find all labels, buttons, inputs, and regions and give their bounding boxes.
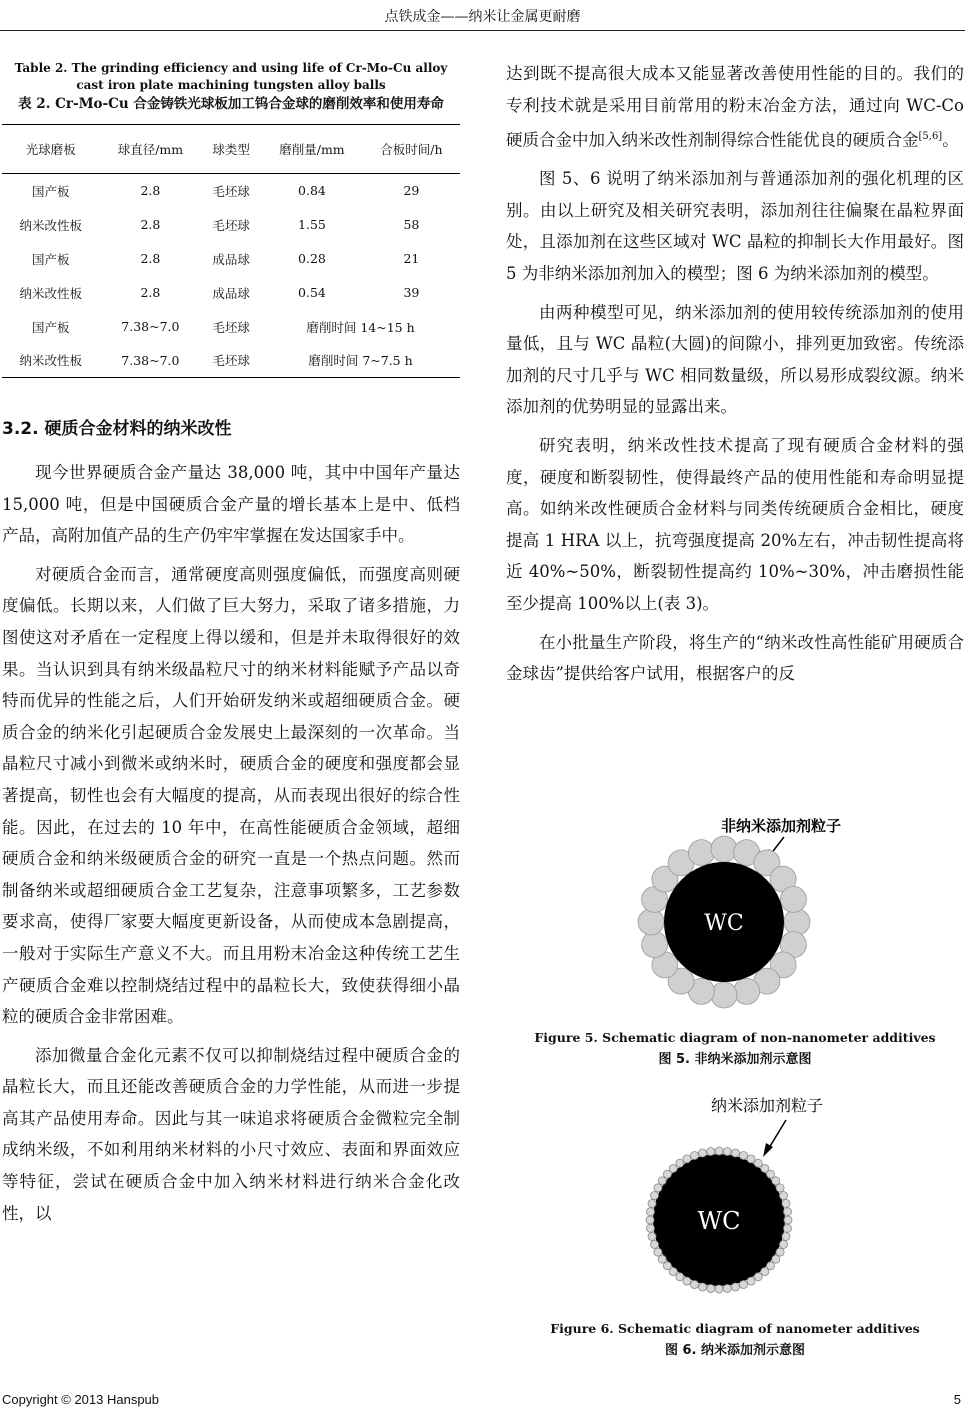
running-title: 点铁成金——纳米让金属更耐磨 (384, 9, 581, 25)
additive-particle (676, 1273, 684, 1281)
body-paragraph: 图 5、6 说明了纳米添加剂与普通添加剂的强化机理的区别。由以上研究及相关研究表明，添加剂往往偏聚在晶粒界面处，且添加剂在这些区域对 WC 晶粒的抑制长大作用最好。图 5 为非纳米添加剂加入的模型；图 6 为纳米添加剂的模型。 (506, 169, 964, 284)
additive-particle (754, 1159, 762, 1167)
table-cell: 2.8 (140, 251, 161, 266)
copyright: Copyright © 2013 Hanspub (2, 1392, 160, 1407)
additive-particle (642, 932, 668, 958)
table-cell: 纳米改性板 (19, 217, 82, 233)
table-cell: 58 (403, 217, 420, 232)
body-paragraph: 在小批量生产阶段，将生产的“纳米改性高性能矿用硬质合金球齿”提供给客户试用，根据客户的反 (506, 632, 964, 684)
additive-particle (772, 1255, 780, 1263)
additive-particle (658, 1255, 666, 1263)
additive-particle (784, 1216, 792, 1224)
figure-5-label: 非纳米添加剂粒子 (721, 817, 842, 835)
additive-particle (784, 1224, 792, 1232)
additive-particle (648, 1200, 656, 1208)
table-cell: 成品球 (212, 285, 250, 301)
table-cell: 2.8 (140, 183, 161, 199)
additive-particle (691, 1281, 699, 1289)
additive-particle (691, 1152, 699, 1160)
additive-particle (651, 1241, 659, 1249)
additive-particle (654, 1248, 662, 1256)
additive-particle (776, 1248, 784, 1256)
additive-particle (772, 1177, 780, 1185)
table-row (2, 310, 460, 344)
additive-particle (776, 1184, 784, 1192)
table-cell: 21 (403, 251, 420, 266)
figure-6-caption-cn: 图 6. 纳米添加剂示意图 (664, 1343, 806, 1358)
section-heading: 3.2. 硬质合金材料的纳米改性 (2, 419, 232, 439)
wc-label: WC (697, 1207, 741, 1235)
body-paragraph (506, 58, 964, 156)
table-header-row (2, 125, 460, 174)
additive-particle (780, 1241, 788, 1249)
additive-particle (707, 1285, 715, 1293)
body-paragraph: 由两种模型可见，纳米添加剂的使用较传统添加剂的使用量低，且与 WC 晶粒(大圆)的间隙小，排列更加致密。传统添加剂的尺寸几乎与 WC 相同数量级，所以易形成裂纹源。纳米添加剂的优势明显的显露出来。 (506, 302, 964, 417)
additive-particle (663, 1262, 671, 1270)
additive-particle (747, 1277, 755, 1285)
table-row (2, 208, 460, 242)
table-cell: 1.55 (298, 217, 326, 232)
additive-particle (648, 1233, 656, 1241)
additive-particle (734, 978, 760, 1004)
table-cell: 磨削时间 7~7.5 h (308, 353, 413, 369)
body-paragraph: 现今世界硬质合金产量达 38,000 吨，其中中国年产量达 15,000 吨，但是中国硬质合金产量的增长基本上是中、低档产品，高附加值产品的生产仍牢牢掌握在发达国家手中。 (2, 463, 460, 546)
figure-5 (506, 805, 964, 1075)
table-row (2, 344, 460, 378)
additive-particle (638, 909, 664, 935)
additive-particle (740, 1281, 748, 1289)
figure-6-arrow (769, 1120, 786, 1148)
table-cell: 毛坯球 (212, 183, 250, 199)
figure-6-caption-en: Figure 6. Schematic diagram of nanometer additives (550, 1321, 920, 1336)
figure-5-caption-cn: 图 5. 非纳米添加剂示意图 (658, 1052, 812, 1067)
additive-particle (732, 1283, 740, 1291)
additive-particle (784, 909, 810, 935)
additive-particle (782, 1200, 790, 1208)
body-paragraph: 对硬质合金而言，通常硬度高则强度偏低，而强度高则硬度偏低。长期以来，人们做了巨大努力，采取了诸多措施，力图使这对矛盾在一定程度上得以缓和，但是并未取得很好的效果。当认识到具有纳米级晶粒尺寸的纳米材料能赋予产品以奇特而优异的性能之后，人们开始研发纳米或超细硬质合金。硬质合金的纳米化引起硬质合金发展史上最深刻的一次革命。当晶粒尺寸减小到微米或纳米时，硬质合金的硬度和强度都会显著提高，韧性也会有大幅度的提高，从而表现出很好的综合性能。因此，在过去的 10 年中，在高性能硬质合金领域，超细硬质合金和纳米级硬质合金的研究一直是一个热点问题。然而制备纳米或超细硬质合金工艺复杂，注意事项繁多，工艺参数要求高，使得厂家要大幅度更新设备，从而使成本急剧提高，一般对于实际生产意义不大。而且用粉末冶金这种传统工艺生产硬质合金难以控制烧结过程中的晶粒长大，致使获得细小晶粒的硬质合金非常困难。 (2, 564, 460, 1027)
table-row (2, 276, 460, 310)
additive-particle (647, 1224, 655, 1232)
table-cell: 0.28 (298, 251, 326, 266)
running-header (0, 0, 965, 31)
table-header-cell: 磨削量/mm (279, 142, 345, 157)
table-cell: 0.84 (298, 183, 326, 199)
wc-label: WC (704, 911, 744, 936)
table-header-cell: 球直径/mm (117, 142, 184, 157)
table-row (2, 242, 460, 276)
table-header-cell: 光球磨板 (25, 142, 76, 157)
paragraph-end: 。 (942, 130, 959, 150)
additive-particle (780, 1192, 788, 1200)
table-cell: 磨削时间 14~15 h (306, 319, 415, 335)
additive-particle (658, 1177, 666, 1185)
table-header-cell: 球类型 (212, 142, 250, 157)
additive-particle (699, 1283, 707, 1291)
right-column (506, 58, 964, 690)
table-cell: 成品球 (212, 251, 250, 267)
additive-particle (732, 1149, 740, 1157)
table-cell: 2.8 (140, 285, 161, 300)
additive-particle (707, 1148, 715, 1156)
table-cell: 纳米改性板 (19, 353, 82, 369)
table-cell: 毛坯球 (212, 319, 250, 335)
left-column (2, 38, 460, 1229)
additive-particle (723, 1148, 731, 1156)
table-cell: 0.54 (298, 285, 326, 300)
additive-particle (715, 1147, 723, 1155)
additive-particle (699, 1149, 707, 1157)
additive-particle (654, 1184, 662, 1192)
table-cell: 毛坯球 (212, 217, 250, 233)
table-cell: 纳米改性板 (19, 285, 82, 301)
table-row (2, 174, 460, 208)
additive-particle (747, 1155, 755, 1163)
additive-particle (784, 1208, 792, 1216)
additive-particle (780, 886, 806, 912)
body-paragraph: 添加微量合金化元素不仅可以抑制烧结过程中硬质合金的晶粒长大，而且还能改善硬质合金的力学性能，从而进一步提高其产品使用寿命。因此与其一味追求将硬质合金微粒完全制成纳米级，不如利用纳米材料的小尺寸效应、表面和界面效应等特征，尝试在硬质合金中加入纳米材料进行纳米合金化改性，以 (2, 1045, 460, 1223)
additive-particle (647, 1208, 655, 1216)
grinding-table (2, 124, 460, 378)
additive-particle (711, 982, 737, 1008)
figure-5-diagram (506, 805, 964, 1027)
additive-particle (740, 1152, 748, 1160)
table-cell: 国产板 (31, 183, 70, 199)
additive-particle (767, 1170, 775, 1178)
table-cell: 国产板 (31, 251, 70, 267)
table-caption-cn: 表 2. Cr-Mo-Cu 合金铸铁光球板加工钨合金球的磨削效率和使用寿命 (18, 96, 444, 112)
additive-particle (711, 836, 737, 862)
additive-particle (715, 1285, 723, 1293)
additive-particle (683, 1155, 691, 1163)
table-caption-en: Table 2. The grinding efficiency and using life of Cr-Mo-Cu alloy cast iron plate machining tungsten alloy balls (14, 61, 448, 92)
additive-particle (651, 1192, 659, 1200)
table-cell: 毛坯球 (212, 353, 250, 369)
figure-6-label: 纳米添加剂粒子 (711, 1096, 824, 1115)
table-cell: 7.38~7.0 (121, 319, 180, 334)
additive-particle (754, 1273, 762, 1281)
additive-particle (688, 840, 714, 866)
citation: [5,6] (918, 131, 943, 143)
figure-6 (506, 1088, 964, 1358)
additive-particle (723, 1285, 731, 1293)
additive-particle (646, 1216, 654, 1224)
figure-6-diagram (506, 1088, 964, 1314)
table-cell: 国产板 (31, 319, 70, 335)
body-paragraph: 研究表明，纳米改性技术提高了现有硬质合金材料的强度，硬度和断裂韧性，使得最终产品的使用性能和寿命明显提高。如纳米改性硬质合金材料与同类传统硬质合金相比，硬度提高 1 HRA 以上，抗弯强度提高 20%左右，冲击韧性提高将近 40%~50%，断裂韧性提高约 10%~30%，冲击磨损性能至少提高 100%以上(表 3)。 (506, 436, 964, 613)
additive-particle (782, 1233, 790, 1241)
table-cell: 7.38~7.0 (121, 352, 180, 368)
table-cell: 39 (403, 285, 420, 300)
table-cell: 2.8 (140, 217, 161, 232)
additive-particle (669, 1164, 677, 1172)
table-header-cell: 合板时间/h (380, 142, 443, 157)
figure-5-caption-en: Figure 5. Schematic diagram of non-nanometer additives (534, 1030, 936, 1045)
additive-particle (676, 1159, 684, 1167)
table-cell: 29 (403, 183, 420, 199)
page-number: 5 (953, 1392, 961, 1407)
additive-particle (683, 1277, 691, 1285)
paragraph-text: 达到既不提高很大成本又能显著改善使用性能的目的。我们的专利技术就是采用目前常用的粉末冶金方法，通过向 WC-Co 硬质合金中加入纳米改性剂制得综合性能优良的硬质合金 (506, 64, 964, 150)
additive-particle (761, 1268, 769, 1276)
